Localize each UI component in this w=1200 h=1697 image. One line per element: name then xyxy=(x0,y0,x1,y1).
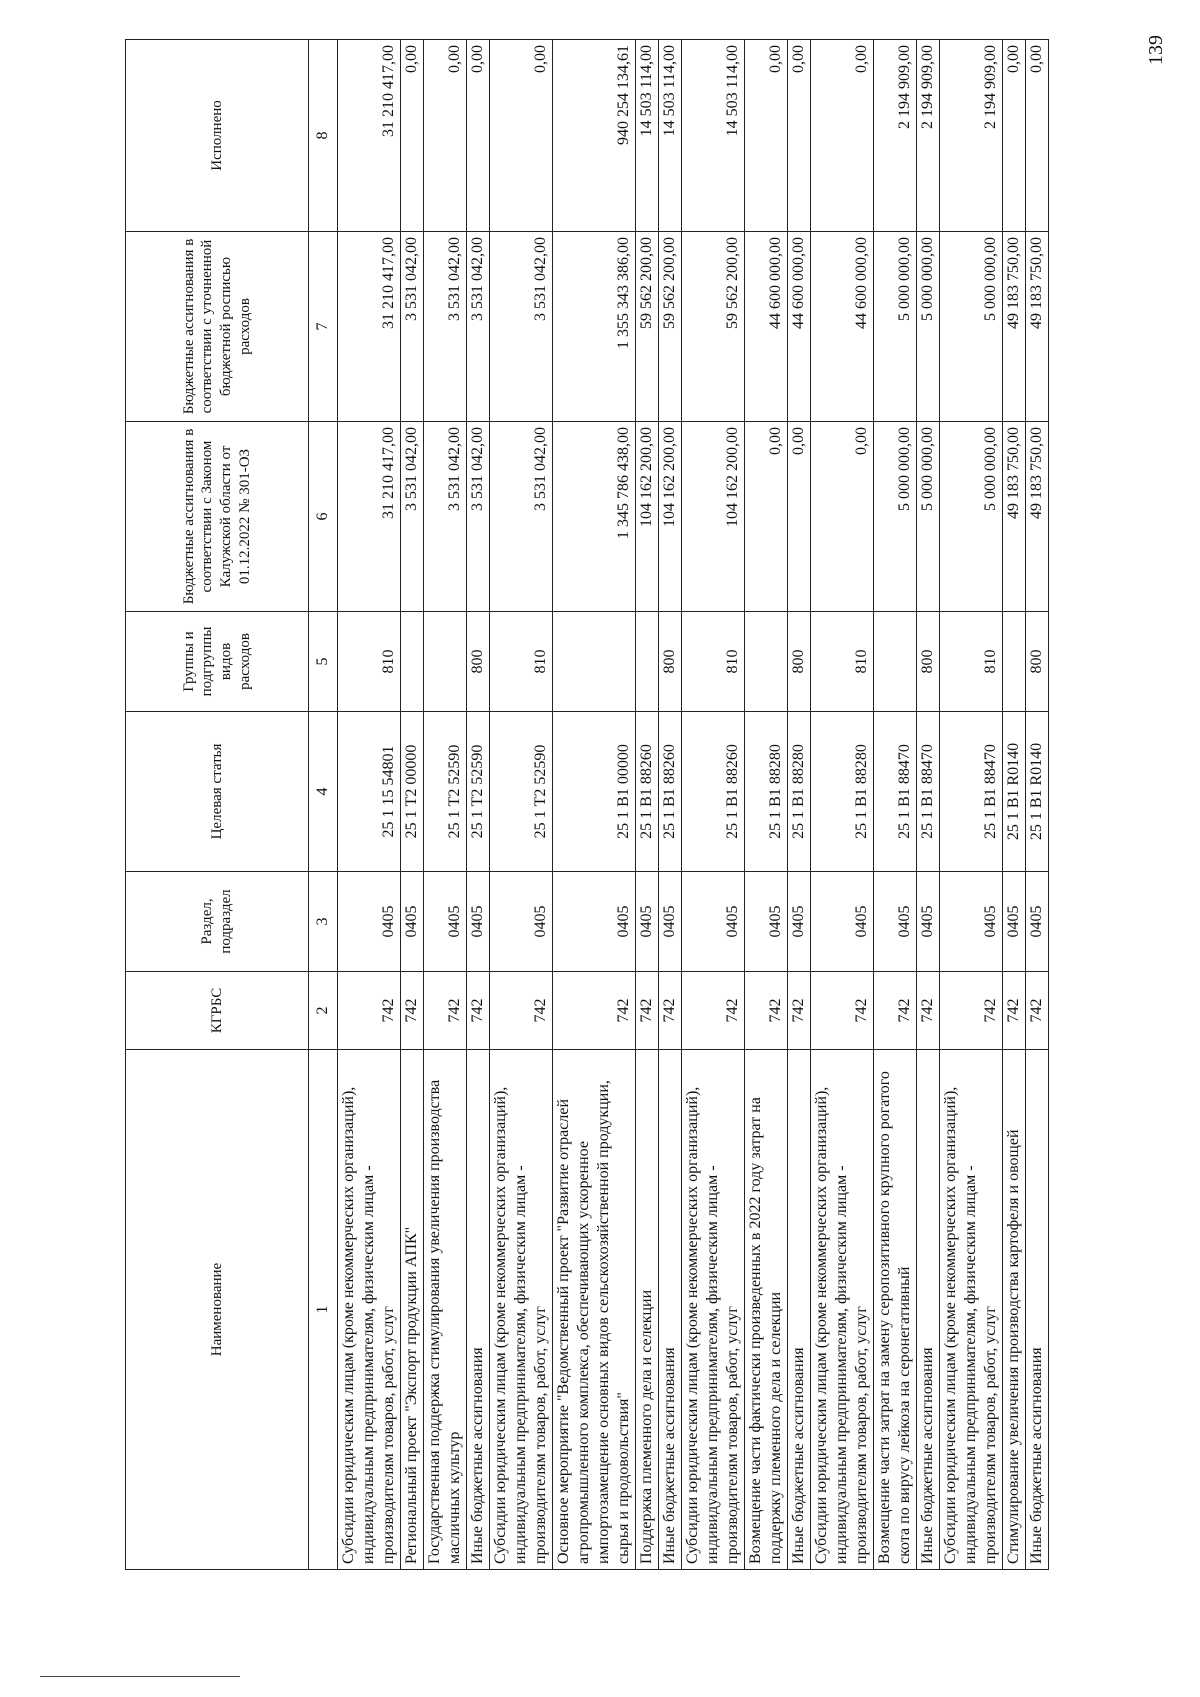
row-kgrbs-cell: 742 xyxy=(1003,972,1026,1050)
column-number: 3 xyxy=(309,872,338,972)
table-row xyxy=(659,40,682,1570)
row-executed-amount-cell: 0,00 xyxy=(1026,40,1049,232)
row-law-amount-cell: 0,00 xyxy=(788,422,811,612)
row-executed-amount-cell: 0,00 xyxy=(745,40,788,232)
row-schedule-amount-cell: 44 600 000,00 xyxy=(745,232,788,422)
row-executed-amount-cell: 940 254 134,61 xyxy=(553,40,636,232)
row-target-cell: 25 1 Т2 52590 xyxy=(467,712,490,872)
row-target-cell: 25 1 Т2 52590 xyxy=(490,712,553,872)
row-name-cell: Возмещение части фактически произведенных в 2022 году затрат на поддержку племенного дела и селекции xyxy=(745,1050,788,1570)
row-executed-amount-cell: 0,00 xyxy=(490,40,553,232)
row-executed-amount-cell: 0,00 xyxy=(811,40,874,232)
table-row xyxy=(917,40,940,1570)
row-schedule-amount-cell: 3 531 042,00 xyxy=(467,232,490,422)
row-law-amount-cell: 3 531 042,00 xyxy=(424,422,467,612)
table-body xyxy=(338,40,1049,1570)
row-group-cell xyxy=(424,612,467,712)
row-kgrbs-cell: 742 xyxy=(467,972,490,1050)
row-name-cell: Государственная поддержка стимулирования увеличения производства масличных культур xyxy=(424,1050,467,1570)
row-law-amount-cell: 5 000 000,00 xyxy=(917,422,940,612)
row-target-cell: 25 1 В1 88260 xyxy=(659,712,682,872)
row-section-cell: 0405 xyxy=(338,872,401,972)
row-executed-amount-cell: 0,00 xyxy=(788,40,811,232)
row-schedule-amount-cell: 3 531 042,00 xyxy=(424,232,467,422)
row-law-amount-cell: 49 183 750,00 xyxy=(1003,422,1026,612)
row-target-cell: 25 1 Т2 52590 xyxy=(424,712,467,872)
row-executed-amount-cell: 2 194 909,00 xyxy=(917,40,940,232)
row-schedule-amount-cell: 44 600 000,00 xyxy=(788,232,811,422)
column-number-row xyxy=(309,40,338,1570)
row-schedule-amount-cell: 5 000 000,00 xyxy=(874,232,917,422)
table-row xyxy=(745,40,788,1570)
row-section-cell: 0405 xyxy=(940,872,1003,972)
row-group-cell xyxy=(874,612,917,712)
row-group-cell: 810 xyxy=(940,612,1003,712)
header-name: Наименование xyxy=(126,1050,309,1570)
column-number: 1 xyxy=(309,1050,338,1570)
row-target-cell: 25 1 15 54801 xyxy=(338,712,401,872)
row-executed-amount-cell: 2 194 909,00 xyxy=(874,40,917,232)
row-target-cell: 25 1 В1 88280 xyxy=(788,712,811,872)
row-group-cell: 800 xyxy=(788,612,811,712)
row-kgrbs-cell: 742 xyxy=(338,972,401,1050)
row-schedule-amount-cell: 3 531 042,00 xyxy=(490,232,553,422)
row-section-cell: 0405 xyxy=(917,872,940,972)
row-section-cell: 0405 xyxy=(788,872,811,972)
row-name-cell: Субсидии юридическим лицам (кроме некоммерческих организаций), индивидуальным предпринимателям, физическим лицам - производителям товаров, работ, услуг xyxy=(338,1050,401,1570)
row-law-amount-cell: 49 183 750,00 xyxy=(1026,422,1049,612)
row-law-amount-cell: 0,00 xyxy=(811,422,874,612)
row-section-cell: 0405 xyxy=(874,872,917,972)
row-group-cell: 810 xyxy=(338,612,401,712)
row-schedule-amount-cell: 44 600 000,00 xyxy=(811,232,874,422)
row-group-cell xyxy=(1003,612,1026,712)
row-name-cell: Иные бюджетные ассигнования xyxy=(467,1050,490,1570)
column-number: 2 xyxy=(309,972,338,1050)
header-schedule: Бюджетные ассигнования в соответствии с уточненной бюджетной росписью расходов xyxy=(126,232,309,422)
header-kgrbs: КГРБС xyxy=(126,972,309,1050)
row-section-cell: 0405 xyxy=(401,872,424,972)
column-number: 8 xyxy=(309,40,338,232)
table-row xyxy=(401,40,424,1570)
row-section-cell: 0405 xyxy=(490,872,553,972)
row-name-cell: Субсидии юридическим лицам (кроме некоммерческих организаций), индивидуальным предпринимателям, физическим лицам - производителям товаров, работ, услуг xyxy=(940,1050,1003,1570)
header-section: Раздел, подраздел xyxy=(126,872,309,972)
row-target-cell: 25 1 В1 88470 xyxy=(917,712,940,872)
row-target-cell: 25 1 В1 R0140 xyxy=(1003,712,1026,872)
row-name-cell: Основное мероприятие "Ведомственный проект "Развитие отраслей агропромышленного комплекса, обеспечивающих ускоренное импортозамещение основных видов сельскохозяйственной продукции, сырья и продовольствия" xyxy=(553,1050,636,1570)
row-target-cell: 25 1 Т2 00000 xyxy=(401,712,424,872)
column-number: 7 xyxy=(309,232,338,422)
column-number: 4 xyxy=(309,712,338,872)
row-group-cell xyxy=(745,612,788,712)
row-schedule-amount-cell: 49 183 750,00 xyxy=(1003,232,1026,422)
row-group-cell xyxy=(401,612,424,712)
row-kgrbs-cell: 742 xyxy=(874,972,917,1050)
row-kgrbs-cell: 742 xyxy=(490,972,553,1050)
page-number: 139 xyxy=(1145,35,1167,65)
table-row xyxy=(636,40,659,1570)
table-row xyxy=(811,40,874,1570)
row-executed-amount-cell: 14 503 114,00 xyxy=(682,40,745,232)
row-kgrbs-cell: 742 xyxy=(659,972,682,1050)
row-law-amount-cell: 3 531 042,00 xyxy=(490,422,553,612)
row-executed-amount-cell: 2 194 909,00 xyxy=(940,40,1003,232)
row-section-cell: 0405 xyxy=(636,872,659,972)
header-target: Целевая статья xyxy=(126,712,309,872)
row-name-cell: Поддержка племенного дела и селекции xyxy=(636,1050,659,1570)
row-name-cell: Иные бюджетные ассигнования xyxy=(659,1050,682,1570)
row-name-cell: Субсидии юридическим лицам (кроме некоммерческих организаций), индивидуальным предпринимателям, физическим лицам - производителям товаров, работ, услуг xyxy=(682,1050,745,1570)
header-groups: Группы и подгруппы видов расходов xyxy=(126,612,309,712)
row-law-amount-cell: 104 162 200,00 xyxy=(636,422,659,612)
row-name-cell: Субсидии юридическим лицам (кроме некоммерческих организаций), индивидуальным предпринимателям, физическим лицам - производителям товаров, работ, услуг xyxy=(490,1050,553,1570)
row-section-cell: 0405 xyxy=(467,872,490,972)
row-schedule-amount-cell: 59 562 200,00 xyxy=(659,232,682,422)
table-row xyxy=(424,40,467,1570)
row-group-cell: 810 xyxy=(682,612,745,712)
table-row xyxy=(338,40,401,1570)
row-section-cell: 0405 xyxy=(811,872,874,972)
row-executed-amount-cell: 0,00 xyxy=(1003,40,1026,232)
row-name-cell: Иные бюджетные ассигнования xyxy=(788,1050,811,1570)
row-kgrbs-cell: 742 xyxy=(788,972,811,1050)
row-group-cell xyxy=(636,612,659,712)
row-schedule-amount-cell: 3 531 042,00 xyxy=(401,232,424,422)
row-executed-amount-cell: 0,00 xyxy=(401,40,424,232)
row-target-cell: 25 1 В1 R0140 xyxy=(1026,712,1049,872)
table-row xyxy=(682,40,745,1570)
row-kgrbs-cell: 742 xyxy=(424,972,467,1050)
row-kgrbs-cell: 742 xyxy=(811,972,874,1050)
row-kgrbs-cell: 742 xyxy=(636,972,659,1050)
table-row xyxy=(940,40,1003,1570)
row-kgrbs-cell: 742 xyxy=(553,972,636,1050)
row-target-cell: 25 1 В1 88280 xyxy=(745,712,788,872)
table-row xyxy=(490,40,553,1570)
row-law-amount-cell: 0,00 xyxy=(745,422,788,612)
header-row xyxy=(126,40,309,1570)
row-section-cell: 0405 xyxy=(745,872,788,972)
table-row xyxy=(874,40,917,1570)
row-schedule-amount-cell: 59 562 200,00 xyxy=(636,232,659,422)
table-row xyxy=(788,40,811,1570)
row-kgrbs-cell: 742 xyxy=(1026,972,1049,1050)
row-law-amount-cell: 3 531 042,00 xyxy=(467,422,490,612)
row-schedule-amount-cell: 59 562 200,00 xyxy=(682,232,745,422)
row-kgrbs-cell: 742 xyxy=(745,972,788,1050)
row-name-cell: Региональный проект "Экспорт продукции АПК" xyxy=(401,1050,424,1570)
row-target-cell: 25 1 В1 88280 xyxy=(811,712,874,872)
row-kgrbs-cell: 742 xyxy=(940,972,1003,1050)
row-target-cell: 25 1 В1 88470 xyxy=(874,712,917,872)
row-section-cell: 0405 xyxy=(1026,872,1049,972)
row-schedule-amount-cell: 1 355 343 386,00 xyxy=(553,232,636,422)
column-number: 5 xyxy=(309,612,338,712)
row-kgrbs-cell: 742 xyxy=(682,972,745,1050)
row-executed-amount-cell: 14 503 114,00 xyxy=(636,40,659,232)
footnote-divider xyxy=(40,1676,240,1677)
row-group-cell: 800 xyxy=(917,612,940,712)
row-law-amount-cell: 3 531 042,00 xyxy=(401,422,424,612)
row-section-cell: 0405 xyxy=(659,872,682,972)
row-name-cell: Субсидии юридическим лицам (кроме некоммерческих организаций), индивидуальным предпринимателям, физическим лицам - производителям товаров, работ, услуг xyxy=(811,1050,874,1570)
row-target-cell: 25 1 В1 88260 xyxy=(682,712,745,872)
row-group-cell: 810 xyxy=(811,612,874,712)
table-row xyxy=(1003,40,1026,1570)
row-law-amount-cell: 5 000 000,00 xyxy=(874,422,917,612)
row-schedule-amount-cell: 5 000 000,00 xyxy=(917,232,940,422)
row-group-cell: 810 xyxy=(490,612,553,712)
row-group-cell: 800 xyxy=(659,612,682,712)
row-group-cell: 800 xyxy=(1026,612,1049,712)
row-target-cell: 25 1 В1 00000 xyxy=(553,712,636,872)
row-section-cell: 0405 xyxy=(553,872,636,972)
row-executed-amount-cell: 14 503 114,00 xyxy=(659,40,682,232)
row-kgrbs-cell: 742 xyxy=(401,972,424,1050)
row-schedule-amount-cell: 31 210 417,00 xyxy=(338,232,401,422)
budget-table xyxy=(125,39,1049,1570)
row-section-cell: 0405 xyxy=(1003,872,1026,972)
table-row xyxy=(1026,40,1049,1570)
row-executed-amount-cell: 0,00 xyxy=(424,40,467,232)
row-executed-amount-cell: 31 210 417,00 xyxy=(338,40,401,232)
row-law-amount-cell: 104 162 200,00 xyxy=(682,422,745,612)
row-section-cell: 0405 xyxy=(682,872,745,972)
table-row xyxy=(553,40,636,1570)
row-name-cell: Иные бюджетные ассигнования xyxy=(1026,1050,1049,1570)
header-executed: Исполнено xyxy=(126,40,309,232)
row-group-cell: 800 xyxy=(467,612,490,712)
header-law: Бюджетные ассигнования в соответствии с Законом Калужской области от 01.12.2022 № 301-ОЗ xyxy=(126,422,309,612)
row-kgrbs-cell: 742 xyxy=(917,972,940,1050)
row-schedule-amount-cell: 5 000 000,00 xyxy=(940,232,1003,422)
column-number: 6 xyxy=(309,422,338,612)
row-law-amount-cell: 104 162 200,00 xyxy=(659,422,682,612)
row-name-cell: Возмещение части затрат на замену серопозитивного крупного рогатого скота по вирусу лейкоза на серонегативный xyxy=(874,1050,917,1570)
row-law-amount-cell: 1 345 786 438,00 xyxy=(553,422,636,612)
row-target-cell: 25 1 В1 88470 xyxy=(940,712,1003,872)
row-section-cell: 0405 xyxy=(424,872,467,972)
table-row xyxy=(467,40,490,1570)
row-group-cell xyxy=(553,612,636,712)
row-executed-amount-cell: 0,00 xyxy=(467,40,490,232)
row-name-cell: Иные бюджетные ассигнования xyxy=(917,1050,940,1570)
row-law-amount-cell: 5 000 000,00 xyxy=(940,422,1003,612)
row-name-cell: Стимулирование увеличения производства картофеля и овощей xyxy=(1003,1050,1026,1570)
rotated-page-content xyxy=(10,10,1045,1570)
row-schedule-amount-cell: 49 183 750,00 xyxy=(1026,232,1049,422)
row-target-cell: 25 1 В1 88260 xyxy=(636,712,659,872)
row-law-amount-cell: 31 210 417,00 xyxy=(338,422,401,612)
